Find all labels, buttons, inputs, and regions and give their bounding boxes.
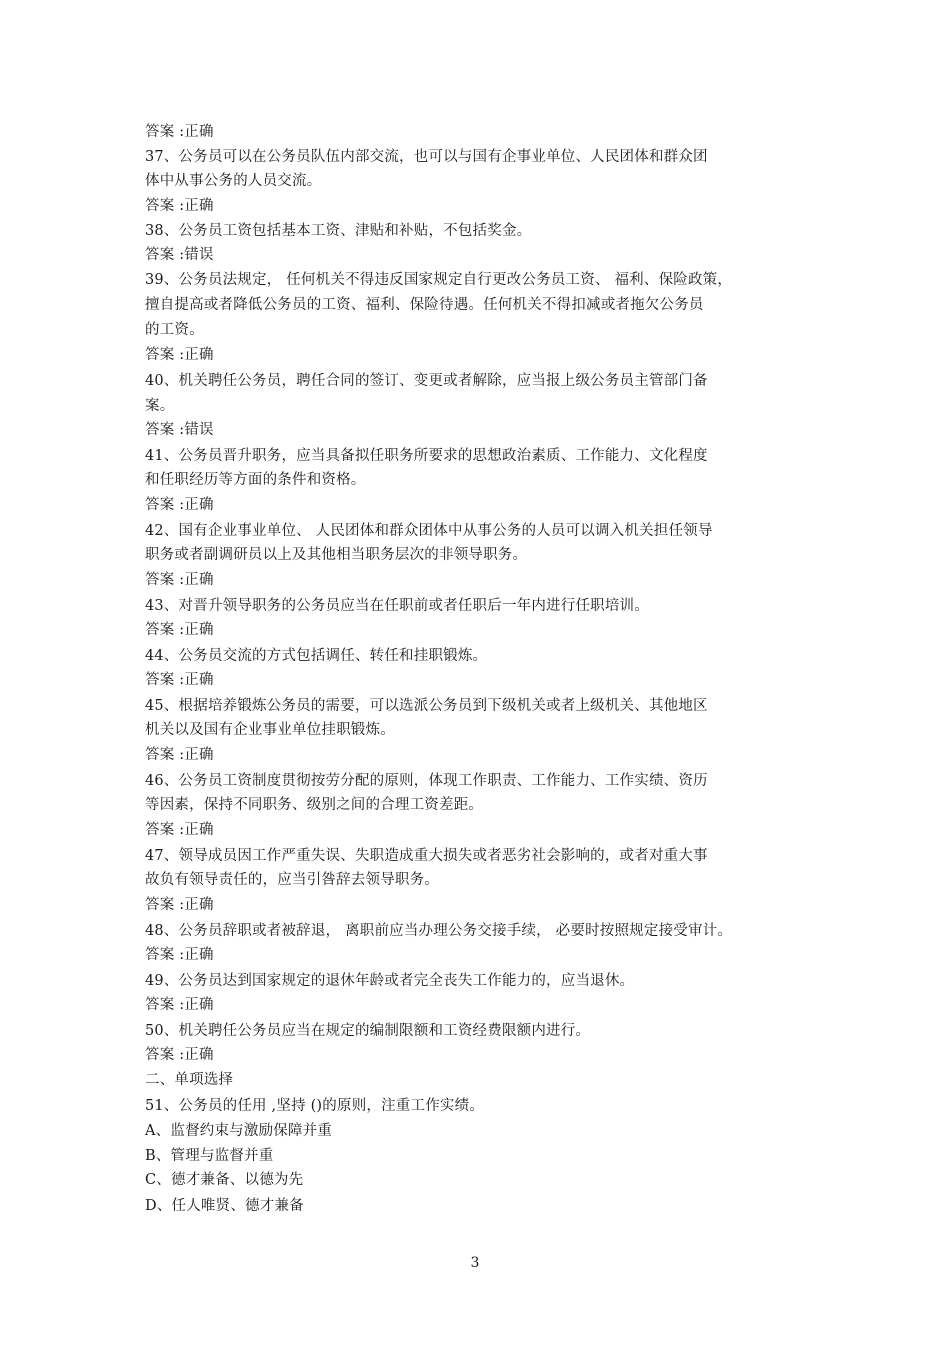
option-a: A、监督约束与激励保障并重 bbox=[145, 1123, 333, 1139]
text-line: 案。 bbox=[145, 398, 175, 414]
text-line: 48、公务员辞职或者被辞退， 离职前应当办理公务交接手续， 必要时按照规定接受审计。 bbox=[145, 923, 733, 939]
text-line: 49、公务员达到国家规定的退休年龄或者完全丧失工作能力的，应当退休。 bbox=[145, 973, 635, 989]
text-line: 等因素，保持不同职务、级别之间的合理工资差距。 bbox=[145, 797, 484, 813]
text-line: 答案 :正确 bbox=[145, 622, 214, 638]
text-line: 职务或者副调研员以上及其他相当职务层次的非领导职务。 bbox=[145, 547, 528, 563]
question-text: 51、公务员的任用 ,坚持 ()的原则，注重工作实绩。 bbox=[145, 1098, 484, 1114]
text-line: 39、公务员法规定， 任何机关不得违反国家规定自行更改公务员工资、 福利、保险政策， bbox=[145, 272, 733, 288]
text-line: 44、公务员交流的方式包括调任、转任和挂职锻炼。 bbox=[145, 648, 488, 664]
text-line: 答案 :错误 bbox=[145, 422, 214, 438]
text-line: 答案 :正确 bbox=[145, 747, 214, 763]
text-line: 答案 :正确 bbox=[145, 947, 214, 963]
text-line: 答案 :正确 bbox=[145, 124, 214, 140]
text-line: 和任职经历等方面的条件和资格。 bbox=[145, 472, 366, 488]
text-line: 41、公务员晋升职务，应当具备拟任职务所要求的思想政治素质、工作能力、文化程度 bbox=[145, 448, 708, 464]
text-line: 体中从事公务的人员交流。 bbox=[145, 173, 322, 189]
option-d: D、任人唯贤、德才兼备 bbox=[145, 1198, 304, 1214]
text-line: 答案 :正确 bbox=[145, 897, 214, 913]
text-line: 42、国有企业事业单位、 人民团体和群众团体中从事公务的人员可以调入机关担任领导 bbox=[145, 523, 713, 539]
text-line: 答案 :正确 bbox=[145, 497, 214, 513]
text-line: 46、公务员工资制度贯彻按劳分配的原则，体现工作职责、工作能力、工作实绩、资历 bbox=[145, 773, 708, 789]
text-line: 答案 :正确 bbox=[145, 1047, 214, 1063]
text-line: 擅自提高或者降低公务员的工资、福利、保险待遇。任何机关不得扣减或者拖欠公务员 bbox=[145, 297, 704, 313]
text-line: 的工资。 bbox=[145, 322, 204, 338]
text-line: 50、机关聘任公务员应当在规定的编制限额和工资经费限额内进行。 bbox=[145, 1023, 591, 1039]
text-line: 答案 :正确 bbox=[145, 822, 214, 838]
option-b: B、管理与监督并重 bbox=[145, 1148, 274, 1164]
text-line: 47、领导成员因工作严重失误、失职造成重大损失或者恶劣社会影响的，或者对重大事 bbox=[145, 848, 708, 864]
text-line: 答案 :正确 bbox=[145, 572, 214, 588]
text-line: 答案 :正确 bbox=[145, 997, 214, 1013]
text-line: 机关以及国有企业事业单位挂职锻炼。 bbox=[145, 722, 395, 738]
text-line: 故负有领导责任的，应当引咎辞去领导职务。 bbox=[145, 872, 439, 888]
option-c: C、德才兼备、以德为先 bbox=[145, 1172, 304, 1188]
text-line: 43、对晋升领导职务的公务员应当在任职前或者任职后一年内进行任职培训。 bbox=[145, 598, 649, 614]
text-line: 37、公务员可以在公务员队伍内部交流，也可以与国有企事业单位、人民团体和群众团 bbox=[145, 149, 708, 165]
text-line: 45、根据培养锻炼公务员的需要，可以选派公务员到下级机关或者上级机关、其他地区 bbox=[145, 698, 708, 714]
page-number: 3 bbox=[470, 1255, 480, 1271]
text-line: 答案 :正确 bbox=[145, 347, 214, 363]
section-heading: 二、单项选择 bbox=[145, 1072, 234, 1088]
text-line: 38、公务员工资包括基本工资、津贴和补贴，不包括奖金。 bbox=[145, 223, 532, 239]
text-line: 答案 :正确 bbox=[145, 198, 214, 214]
text-line: 答案 :正确 bbox=[145, 672, 214, 688]
text-line: 40、机关聘任公务员，聘任合同的签订、变更或者解除，应当报上级公务员主管部门备 bbox=[145, 373, 708, 389]
text-line: 答案 :错误 bbox=[145, 247, 214, 263]
